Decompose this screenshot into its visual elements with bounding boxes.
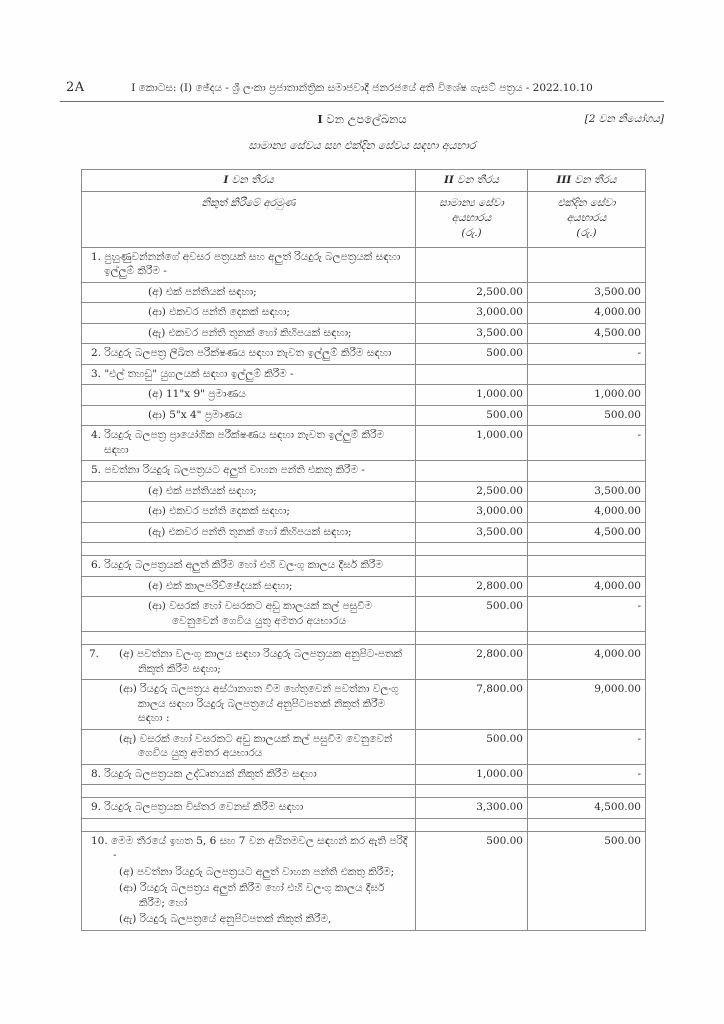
normal-service-fee-cell: 3,500.00 <box>416 522 528 543</box>
one-day-service-fee-cell: 3,500.00 <box>528 282 646 303</box>
one-day-service-fee-cell <box>528 818 646 831</box>
table-row <box>82 729 646 764</box>
one-day-service-fee-cell: 9,000.00 <box>528 680 646 730</box>
purpose-cell <box>82 461 416 482</box>
purpose-text: (ආ) රියදුරු බලපත්‍රය අස්ථානගත වීම හේතුවෙන් පවත්නා වලංගු කාලය සඳහා රියදුරු බලපත්‍රයේ අනුපිටපතක් නිකුත් කිරීම සඳහා : <box>119 683 399 724</box>
purpose-text: (ආ) එකවර පන්ති දෙකක් සඳහා; <box>148 505 290 517</box>
fee-table-head <box>82 170 646 248</box>
purpose-text: (අ) එක් පන්තියක් සඳහා; <box>148 484 257 497</box>
purpose-subitem: (ඇ) රියදුරු බලපත්‍රයේ අනුපිටපතක් නිකුත් කිරීම, <box>119 913 332 925</box>
spacer-row <box>82 785 646 798</box>
fee-table <box>81 169 646 931</box>
col3-title <box>528 170 646 192</box>
normal-service-fee-cell: 1,000.00 <box>416 426 528 461</box>
col3-line3: (රු.) <box>576 226 597 239</box>
one-day-service-fee-cell: - <box>528 426 646 461</box>
normal-service-fee-cell: 3,000.00 <box>416 303 528 324</box>
column-title-row <box>82 170 646 192</box>
regulation-ref: [2 වන නියෝගය] <box>584 113 664 125</box>
normal-service-fee-cell: 500.00 <box>416 831 528 930</box>
purpose-cell <box>82 818 416 831</box>
schedule-title <box>60 112 664 127</box>
purpose-text: (ඇ) එකවර පන්ති තුනක් හෝ කිහිපයක් සඳහා; <box>148 326 352 339</box>
table-row <box>82 597 646 632</box>
one-day-service-fee-cell <box>528 556 646 577</box>
one-day-service-fee-cell: - <box>528 597 646 632</box>
purpose-text: 9. රියදුරු බලපත්‍රයක විස්තර වෙනස් කිරීම සඳහා <box>91 801 304 813</box>
normal-service-fee-cell <box>416 818 528 831</box>
one-day-service-fee-cell: - <box>528 344 646 365</box>
table-row <box>82 798 646 819</box>
one-day-service-fee-cell: 1,000.00 <box>528 385 646 406</box>
col1-subtitle <box>82 191 416 247</box>
schedule-title-rest: වන උපලේඛනය <box>322 112 407 126</box>
normal-service-fee-cell: 500.00 <box>416 344 528 365</box>
schedule-line <box>60 112 664 128</box>
purpose-cell <box>82 645 416 680</box>
col1-title-text: වන තීරය <box>228 174 274 186</box>
purpose-text: 10. මෙම තීරයේ ඉහත 5, 6 සහ 7 වන අයිතමවල සඳහන් කර ඇති පරිදි - <box>91 834 408 861</box>
table-row <box>82 645 646 680</box>
col3-line2: අයභාරය <box>566 211 607 224</box>
purpose-cell <box>82 597 416 632</box>
purpose-cell <box>82 764 416 785</box>
purpose-text: (ආ) 5"x 4" ප්‍රමාණය <box>148 408 243 421</box>
fee-table-body <box>82 247 646 930</box>
col2-line2: අයභාරය <box>451 211 492 224</box>
page-number: 2A <box>66 80 85 95</box>
purpose-cell <box>82 344 416 365</box>
table-row <box>82 364 646 385</box>
table-row <box>82 481 646 502</box>
purpose-cell <box>82 680 416 730</box>
normal-service-fee-cell <box>416 247 528 282</box>
normal-service-fee-cell: 7,800.00 <box>416 680 528 730</box>
purpose-cell <box>82 632 416 645</box>
table-row <box>82 323 646 344</box>
purpose-cell <box>82 364 416 385</box>
gazette-header <box>60 80 664 98</box>
one-day-service-fee-cell <box>528 543 646 556</box>
column-subtitle-row <box>82 191 646 247</box>
normal-service-fee-cell <box>416 461 528 482</box>
normal-service-fee-cell: 2,500.00 <box>416 282 528 303</box>
col3-line1: එක්දින සේවා <box>557 196 616 209</box>
table-row <box>82 385 646 406</box>
one-day-service-fee-cell: 500.00 <box>528 831 646 930</box>
purpose-text: (අ) එක් පන්තියක් සඳහා; <box>148 285 257 298</box>
normal-service-fee-cell: 2,800.00 <box>416 576 528 597</box>
purpose-text: (ඇ) වසරක් හෝ වසරකට අඩු කාලයක් කල් පසුවීම වෙනුවෙන් ගෙවිය යුතු අමතර අයභාරය <box>119 732 393 759</box>
table-row <box>82 576 646 597</box>
purpose-subitem: (ආ) රියදුරු බලපත්‍රය අලුත් කිරීම හෝ එහි වලංගු කාලය දීර්ඝ කිරීම; හෝ <box>119 882 385 909</box>
one-day-service-fee-cell: 500.00 <box>528 405 646 426</box>
normal-service-fee-cell: 3,300.00 <box>416 798 528 819</box>
purpose-text: 6. රියදුරු බලපත්‍රයක් අලුත් කිරීම හෝ එහි වලංගු කාලය දීර්ඝ කිරීම <box>91 559 383 571</box>
table-row <box>82 764 646 785</box>
table-row <box>82 426 646 461</box>
normal-service-fee-cell: 2,800.00 <box>416 645 528 680</box>
table-row <box>82 303 646 324</box>
purpose-text: 2. රියදුරු බලපත්‍ර ලිඛිත පරීක්ෂණය සඳහා නැවත ඉල්ලුම් කිරීම සඳහා <box>91 347 392 359</box>
table-row <box>82 831 646 930</box>
normal-service-fee-cell: 2,500.00 <box>416 481 528 502</box>
table-row <box>82 405 646 426</box>
purpose-cell <box>82 481 416 502</box>
purpose-text: (ආ) වසරක් හෝ වසරකට අඩු කාලයක් කල් පසුවීම වෙනුවෙන් ගෙවිය යුතු අමතර අයභාරය <box>148 600 373 627</box>
purpose-cell <box>82 323 416 344</box>
table-row <box>82 502 646 523</box>
one-day-service-fee-cell <box>528 461 646 482</box>
one-day-service-fee-cell: 4,000.00 <box>528 645 646 680</box>
purpose-text: 3. "එල් තහඩු" යුගලයක් සඳහා ඉල්ලුම් කිරීම - <box>91 367 294 380</box>
one-day-service-fee-cell: 4,000.00 <box>528 303 646 324</box>
table-row <box>82 247 646 282</box>
purpose-text: (ආ) එකවර පන්ති දෙකක් සඳහා; <box>148 306 290 318</box>
col1-subtitle-text: නිකුත් කිරීමේ අරමුණ <box>201 196 296 209</box>
purpose-text: 8. රියදුරු බලපත්‍රයක උද්ධෘතයක් නිකුත් කිරීම සඳහා <box>91 767 317 780</box>
gazette-header-line: I කොටස: (I) ඡේදය - ශ්‍රී ලංකා ප්‍රජාතාන්ත්‍රික සමාජවාදී ජනරජයේ අති විශේෂ ගැසට් පත්‍රය - 2022.10.10 <box>131 82 593 94</box>
col1-roman: I <box>223 174 229 186</box>
col2-title <box>416 170 528 192</box>
table-row <box>82 522 646 543</box>
purpose-cell <box>82 556 416 577</box>
col2-roman: II <box>444 174 454 186</box>
purpose-text: 1. පුහුණුවන්නන්ගේ අවසර පත්‍රයක් සහ අලුත් රියදුරු බලපත්‍රයක් සඳහා ඉල්ලුම් කිරීම - <box>91 250 401 277</box>
purpose-cell <box>82 576 416 597</box>
col2-line3: (රු.) <box>461 226 482 239</box>
normal-service-fee-cell: 1,000.00 <box>416 385 528 406</box>
one-day-service-fee-cell <box>528 632 646 645</box>
purpose-cell <box>82 543 416 556</box>
col3-roman: III <box>556 174 572 186</box>
spacer-row <box>82 543 646 556</box>
purpose-cell <box>82 785 416 798</box>
spacer-row <box>82 632 646 645</box>
purpose-text: (අ) පවත්නා වලංගු කාලය සඳහා රියදුරු බලපත්‍රයක අනුපිට-පතක් නිකුත් කිරීම සඳහා; <box>119 648 403 675</box>
header-divider <box>60 101 664 102</box>
col3-title-text: වන තීරය <box>571 174 617 186</box>
one-day-service-fee-cell: - <box>528 764 646 785</box>
normal-service-fee-cell <box>416 364 528 385</box>
purpose-text: (ඇ) එකවර පන්ති තුනක් හෝ කිහිපයක් සඳහා; <box>148 525 352 538</box>
one-day-service-fee-cell: 4,500.00 <box>528 798 646 819</box>
purpose-cell <box>82 385 416 406</box>
table-row <box>82 680 646 730</box>
purpose-cell <box>82 303 416 324</box>
table-row <box>82 344 646 365</box>
normal-service-fee-cell <box>416 543 528 556</box>
purpose-subitem: (අ) පවත්නා රියදුරු බලපත්‍රයට අලුත් වාහන පන්ති එකතු කිරීම; <box>119 865 395 878</box>
purpose-cell <box>82 522 416 543</box>
col2-line1: සාමාන්‍ය සේවා <box>439 196 504 209</box>
table-row <box>82 556 646 577</box>
purpose-text: 5. පවත්නා රියදුරු බලපත්‍රයට අලුත් වාහන පන්ති එකතු කිරීම - <box>91 464 365 476</box>
normal-service-fee-cell <box>416 632 528 645</box>
purpose-text: (අ) 11"x 9" ප්‍රමාණය <box>148 388 246 400</box>
col3-subtitle <box>528 191 646 247</box>
one-day-service-fee-cell: 4,000.00 <box>528 502 646 523</box>
normal-service-fee-cell: 500.00 <box>416 729 528 764</box>
spacer-row <box>82 818 646 831</box>
normal-service-fee-cell: 500.00 <box>416 405 528 426</box>
normal-service-fee-cell <box>416 785 528 798</box>
purpose-cell <box>82 831 416 930</box>
schedule-title-roman: I <box>317 112 323 126</box>
col1-title <box>82 170 416 192</box>
purpose-cell <box>82 247 416 282</box>
one-day-service-fee-cell: 4,000.00 <box>528 576 646 597</box>
normal-service-fee-cell <box>416 556 528 577</box>
table-row <box>82 282 646 303</box>
col2-subtitle <box>416 191 528 247</box>
one-day-service-fee-cell: 4,500.00 <box>528 323 646 344</box>
table-row <box>82 461 646 482</box>
purpose-cell <box>82 405 416 426</box>
one-day-service-fee-cell <box>528 785 646 798</box>
one-day-service-fee-cell <box>528 364 646 385</box>
purpose-text: 4. රියදුරු බලපත්‍ර ප්‍රායෝගික පරීක්ෂණය සඳහා නැවත ඉල්ලුම් කිරීම සඳහා <box>91 429 385 456</box>
col2-title-text: වන තීරය <box>453 174 499 186</box>
item-number: 7. <box>89 648 100 660</box>
normal-service-fee-cell: 3,500.00 <box>416 323 528 344</box>
one-day-service-fee-cell: - <box>528 729 646 764</box>
normal-service-fee-cell: 500.00 <box>416 597 528 632</box>
normal-service-fee-cell: 3,000.00 <box>416 502 528 523</box>
purpose-cell <box>82 729 416 764</box>
purpose-cell <box>82 798 416 819</box>
one-day-service-fee-cell <box>528 247 646 282</box>
purpose-cell <box>82 426 416 461</box>
one-day-service-fee-cell: 4,500.00 <box>528 522 646 543</box>
normal-service-fee-cell: 1,000.00 <box>416 764 528 785</box>
table-subtitle: සාමාන්‍ය සේවය සහ එක්දින සේවය සඳහා අයභාර <box>248 139 476 152</box>
purpose-cell <box>82 282 416 303</box>
purpose-cell <box>82 502 416 523</box>
one-day-service-fee-cell: 3,500.00 <box>528 481 646 502</box>
purpose-text: (අ) එක් කාලපරිච්ඡේදයක් සඳහා; <box>148 579 293 592</box>
